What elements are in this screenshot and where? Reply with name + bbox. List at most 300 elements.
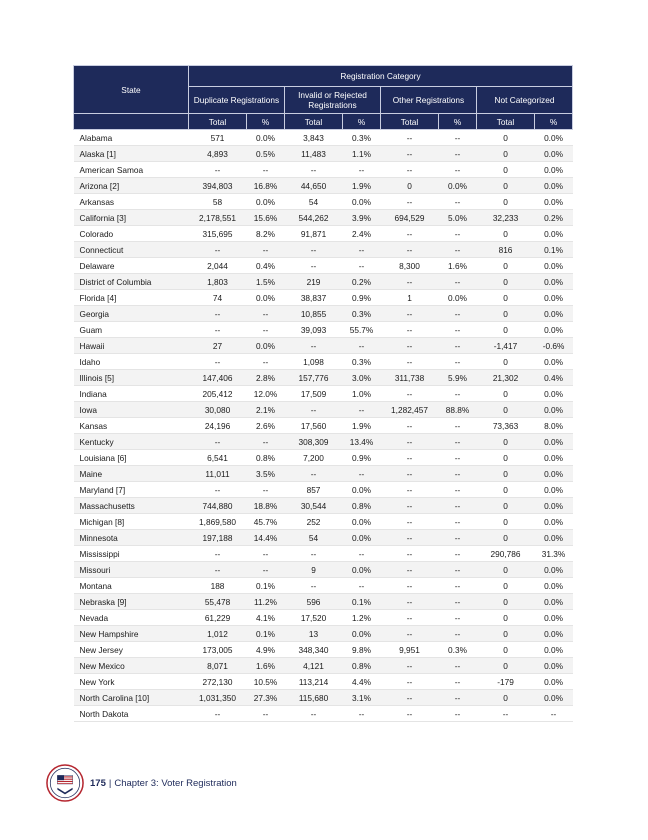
duplicate-percent-cell: 10.5% [247,674,285,690]
table-row [74,706,573,722]
other-total-cell: 694,529 [380,210,438,226]
duplicate-total-cell: 1,869,580 [188,514,246,530]
uncategorized-total-cell: 0 [476,642,534,658]
invalid-total-cell: 596 [284,594,342,610]
other-percent-cell: -- [439,194,477,210]
other-total-cell: -- [380,594,438,610]
state-cell: Michigan [8] [74,514,189,530]
uncategorized-percent-cell: 0.0% [535,514,573,530]
duplicate-total-cell: -- [188,162,246,178]
invalid-total-cell: -- [284,578,342,594]
duplicate-percent-cell: -- [247,434,285,450]
invalid-percent-cell: 3.0% [343,370,381,386]
other-percent-cell: -- [439,306,477,322]
other-percent-cell: 5.0% [439,210,477,226]
invalid-total-cell: 13 [284,626,342,642]
duplicate-total-cell: 55,478 [188,594,246,610]
invalid-total-cell: 1,098 [284,354,342,370]
table-row [74,498,573,514]
duplicate-total-cell: 27 [188,338,246,354]
uncategorized-percent-cell: 0.0% [535,146,573,162]
duplicate-total-cell: 173,005 [188,642,246,658]
other-percent-cell: -- [439,434,477,450]
table-row [74,578,573,594]
page-footer [46,763,237,803]
invalid-percent-cell: 0.0% [343,514,381,530]
duplicate-percent-cell: 0.4% [247,258,285,274]
uncategorized-percent-cell: 0.0% [535,466,573,482]
duplicate-total-cell: 4,893 [188,146,246,162]
uncategorized-percent-cell: 0.0% [535,130,573,146]
invalid-total-cell: -- [284,706,342,722]
other-total-cell: -- [380,706,438,722]
duplicate-total-cell: 74 [188,290,246,306]
invalid-total-cell: 348,340 [284,642,342,658]
table-row [74,354,573,370]
other-total-cell: -- [380,338,438,354]
uncategorized-percent-cell: 0.0% [535,562,573,578]
uncategorized-total-cell: 0 [476,306,534,322]
table-row [74,466,573,482]
state-cell: Kentucky [74,434,189,450]
duplicate-total-cell: 315,695 [188,226,246,242]
duplicate-percent-cell: 27.3% [247,690,285,706]
invalid-percent-cell: 1.9% [343,418,381,434]
other-percent-cell: -- [439,610,477,626]
duplicate-total-cell: -- [188,482,246,498]
invalid-total-cell: 39,093 [284,322,342,338]
duplicate-percent-cell: -- [247,706,285,722]
other-total-cell: -- [380,226,438,242]
uncategorized-total-cell: 0 [476,146,534,162]
invalid-total-cell: 91,871 [284,226,342,242]
state-cell: Nevada [74,610,189,626]
table-row [74,210,573,226]
subheader-percent: % [535,114,573,130]
other-total-cell: -- [380,530,438,546]
uncategorized-percent-cell: 0.0% [535,402,573,418]
invalid-percent-cell: 0.9% [343,450,381,466]
duplicate-percent-cell: 1.6% [247,658,285,674]
other-percent-cell: -- [439,514,477,530]
invalid-percent-cell: 0.8% [343,658,381,674]
uncategorized-percent-cell: 0.0% [535,322,573,338]
uncategorized-total-cell: 0 [476,610,534,626]
table-row [74,450,573,466]
other-total-cell: -- [380,514,438,530]
invalid-percent-cell: 1.9% [343,178,381,194]
invalid-percent-cell: 2.4% [343,226,381,242]
uncategorized-percent-cell: 0.0% [535,674,573,690]
duplicate-percent-cell: -- [247,482,285,498]
table-row [74,690,573,706]
not-categorized-header: Not Categorized [476,87,572,114]
state-cell: New Jersey [74,642,189,658]
other-percent-cell: -- [439,242,477,258]
other-percent-cell: -- [439,146,477,162]
table-row [74,274,573,290]
other-percent-cell: -- [439,386,477,402]
uncategorized-percent-cell: 0.1% [535,242,573,258]
duplicate-percent-cell: 3.5% [247,466,285,482]
subheader-total: Total [284,114,342,130]
invalid-total-cell: 11,483 [284,146,342,162]
state-cell: Colorado [74,226,189,242]
other-total-cell: -- [380,130,438,146]
other-percent-cell: -- [439,658,477,674]
uncategorized-total-cell: 0 [476,690,534,706]
other-total-cell: 9,951 [380,642,438,658]
table-row [74,226,573,242]
duplicate-percent-cell: 2.1% [247,402,285,418]
duplicate-percent-cell: 14.4% [247,530,285,546]
state-cell: Florida [4] [74,290,189,306]
duplicate-percent-cell: -- [247,546,285,562]
invalid-percent-cell: 3.1% [343,690,381,706]
other-total-cell: 8,300 [380,258,438,274]
uncategorized-percent-cell: 0.0% [535,226,573,242]
duplicate-total-cell: -- [188,322,246,338]
uncategorized-total-cell: 0 [476,194,534,210]
invalid-total-cell: 9 [284,562,342,578]
uncategorized-percent-cell: 0.0% [535,578,573,594]
duplicate-percent-cell: 0.0% [247,290,285,306]
state-cell: Arizona [2] [74,178,189,194]
invalid-total-cell: 44,650 [284,178,342,194]
duplicate-total-cell: -- [188,434,246,450]
other-percent-cell: 0.0% [439,178,477,194]
duplicate-percent-cell: 2.8% [247,370,285,386]
uncategorized-total-cell: -- [476,706,534,722]
other-percent-cell: -- [439,530,477,546]
subheader-percent: % [343,114,381,130]
invalid-percent-cell: -- [343,258,381,274]
uncategorized-percent-cell: 0.0% [535,610,573,626]
invalid-percent-cell: 0.3% [343,354,381,370]
duplicate-percent-cell: -- [247,162,285,178]
other-percent-cell: -- [439,690,477,706]
invalid-total-cell: 544,262 [284,210,342,226]
state-cell: Iowa [74,402,189,418]
other-percent-cell: -- [439,322,477,338]
uncategorized-total-cell: -1,417 [476,338,534,354]
uncategorized-total-cell: 0 [476,562,534,578]
other-total-cell: 0 [380,178,438,194]
table-row [74,642,573,658]
state-cell: Arkansas [74,194,189,210]
invalid-total-cell: 7,200 [284,450,342,466]
duplicate-total-cell: 197,188 [188,530,246,546]
invalid-percent-cell: -- [343,546,381,562]
uncategorized-total-cell: 0 [476,402,534,418]
other-percent-cell: -- [439,418,477,434]
other-percent-cell: -- [439,674,477,690]
duplicate-total-cell: 205,412 [188,386,246,402]
invalid-total-cell: 38,837 [284,290,342,306]
subheader-total: Total [188,114,246,130]
table-row [74,338,573,354]
duplicate-percent-cell: 11.2% [247,594,285,610]
other-percent-cell: 5.9% [439,370,477,386]
duplicate-percent-cell: -- [247,322,285,338]
uncategorized-percent-cell: 0.0% [535,626,573,642]
other-percent-cell: -- [439,450,477,466]
table-row [74,242,573,258]
uncategorized-total-cell: 290,786 [476,546,534,562]
state-cell: Massachusetts [74,498,189,514]
duplicate-percent-cell: 15.6% [247,210,285,226]
other-total-cell: -- [380,274,438,290]
invalid-total-cell: 115,680 [284,690,342,706]
duplicate-total-cell: -- [188,546,246,562]
invalid-registrations-header: Invalid or Rejected Registrations [284,87,380,114]
uncategorized-percent-cell: 0.0% [535,434,573,450]
other-percent-cell: -- [439,546,477,562]
uncategorized-percent-cell: 0.0% [535,530,573,546]
other-total-cell: -- [380,354,438,370]
other-total-cell: -- [380,194,438,210]
invalid-total-cell: 3,843 [284,130,342,146]
invalid-total-cell: 17,520 [284,610,342,626]
duplicate-percent-cell: -- [247,306,285,322]
invalid-percent-cell: 0.1% [343,594,381,610]
other-percent-cell: -- [439,578,477,594]
duplicate-total-cell: 11,011 [188,466,246,482]
duplicate-total-cell: 58 [188,194,246,210]
invalid-percent-cell: 55.7% [343,322,381,338]
duplicate-percent-cell: 0.1% [247,626,285,642]
table-body [74,130,573,722]
uncategorized-percent-cell: 0.4% [535,370,573,386]
duplicate-total-cell: 24,196 [188,418,246,434]
uncategorized-total-cell: 0 [476,274,534,290]
other-total-cell: -- [380,626,438,642]
invalid-percent-cell: -- [343,578,381,594]
uncategorized-percent-cell: 0.0% [535,386,573,402]
state-cell: Georgia [74,306,189,322]
table-row [74,610,573,626]
other-percent-cell: -- [439,354,477,370]
duplicate-total-cell: -- [188,306,246,322]
duplicate-registrations-header: Duplicate Registrations [188,87,284,114]
invalid-percent-cell: 0.2% [343,274,381,290]
invalid-total-cell: -- [284,402,342,418]
duplicate-percent-cell: 0.0% [247,338,285,354]
uncategorized-total-cell: 0 [476,466,534,482]
table-row [74,546,573,562]
uncategorized-total-cell: 0 [476,578,534,594]
table-row [74,434,573,450]
duplicate-total-cell: 571 [188,130,246,146]
uncategorized-percent-cell: 0.0% [535,290,573,306]
other-percent-cell: -- [439,562,477,578]
other-percent-cell: -- [439,274,477,290]
state-cell: New Mexico [74,658,189,674]
invalid-total-cell: 54 [284,530,342,546]
duplicate-total-cell: -- [188,706,246,722]
duplicate-percent-cell: 8.2% [247,226,285,242]
invalid-percent-cell: 0.0% [343,562,381,578]
other-total-cell: -- [380,498,438,514]
table-row [74,370,573,386]
invalid-total-cell: 17,509 [284,386,342,402]
subheader-total: Total [380,114,438,130]
state-cell: Alaska [1] [74,146,189,162]
other-total-cell: -- [380,674,438,690]
state-cell: Mississippi [74,546,189,562]
duplicate-percent-cell: 16.8% [247,178,285,194]
duplicate-total-cell: 744,880 [188,498,246,514]
other-total-cell: -- [380,466,438,482]
invalid-total-cell: 10,855 [284,306,342,322]
state-cell: Delaware [74,258,189,274]
invalid-percent-cell: 1.0% [343,386,381,402]
invalid-total-cell: -- [284,242,342,258]
invalid-total-cell: 4,121 [284,658,342,674]
duplicate-total-cell: 147,406 [188,370,246,386]
invalid-percent-cell: 1.1% [343,146,381,162]
uncategorized-total-cell: 0 [476,450,534,466]
invalid-percent-cell: 0.0% [343,194,381,210]
state-cell: Nebraska [9] [74,594,189,610]
uncategorized-percent-cell: 0.0% [535,690,573,706]
table-row [74,162,573,178]
invalid-total-cell: 308,309 [284,434,342,450]
duplicate-total-cell: 188 [188,578,246,594]
subheader-total: Total [476,114,534,130]
uncategorized-total-cell: 0 [476,482,534,498]
duplicate-total-cell: 1,803 [188,274,246,290]
uncategorized-total-cell: 0 [476,354,534,370]
state-cell: Illinois [5] [74,370,189,386]
duplicate-percent-cell: 2.6% [247,418,285,434]
table-row [74,146,573,162]
other-percent-cell: -- [439,162,477,178]
duplicate-total-cell: 2,044 [188,258,246,274]
uncategorized-total-cell: 0 [476,626,534,642]
other-total-cell: -- [380,146,438,162]
uncategorized-percent-cell: -- [535,706,573,722]
invalid-total-cell: 252 [284,514,342,530]
table-row [74,626,573,642]
other-total-cell: -- [380,242,438,258]
duplicate-percent-cell: 1.5% [247,274,285,290]
table-row [74,194,573,210]
state-cell: Louisiana [6] [74,450,189,466]
footer-separator: | [108,777,112,789]
table-row [74,386,573,402]
uncategorized-total-cell: 0 [476,290,534,306]
state-subheader-blank [74,114,189,130]
invalid-percent-cell: 0.8% [343,498,381,514]
uncategorized-total-cell: 0 [476,514,534,530]
duplicate-percent-cell: 12.0% [247,386,285,402]
other-percent-cell: -- [439,594,477,610]
table-row [74,322,573,338]
state-cell: Missouri [74,562,189,578]
registration-category-header: Registration Category [188,66,572,87]
invalid-total-cell: -- [284,338,342,354]
uncategorized-total-cell: 0 [476,434,534,450]
state-cell: Idaho [74,354,189,370]
invalid-percent-cell: 9.8% [343,642,381,658]
duplicate-percent-cell: 45.7% [247,514,285,530]
other-total-cell: -- [380,658,438,674]
uncategorized-percent-cell: 8.0% [535,418,573,434]
table-row [74,482,573,498]
invalid-total-cell: -- [284,466,342,482]
uncategorized-percent-cell: 31.3% [535,546,573,562]
duplicate-total-cell: 394,803 [188,178,246,194]
table-row [74,658,573,674]
table-row [74,178,573,194]
table-row [74,402,573,418]
state-cell: New Hampshire [74,626,189,642]
invalid-total-cell: 157,776 [284,370,342,386]
table-row [74,530,573,546]
duplicate-percent-cell: 0.0% [247,130,285,146]
state-cell: Kansas [74,418,189,434]
duplicate-total-cell: 61,229 [188,610,246,626]
page-number: 175 [90,777,106,789]
other-total-cell: -- [380,418,438,434]
table-row [74,562,573,578]
uncategorized-total-cell: 73,363 [476,418,534,434]
invalid-percent-cell: -- [343,242,381,258]
state-cell: Guam [74,322,189,338]
invalid-percent-cell: 0.0% [343,626,381,642]
uncategorized-percent-cell: 0.0% [535,306,573,322]
chapter-title: Chapter 3: Voter Registration [114,777,237,789]
state-cell: District of Columbia [74,274,189,290]
other-percent-cell: -- [439,626,477,642]
other-total-cell: -- [380,578,438,594]
duplicate-percent-cell: -- [247,242,285,258]
invalid-percent-cell: 0.0% [343,482,381,498]
invalid-percent-cell: -- [343,466,381,482]
duplicate-percent-cell: 0.0% [247,194,285,210]
duplicate-total-cell: -- [188,354,246,370]
duplicate-total-cell: 30,080 [188,402,246,418]
uncategorized-total-cell: 32,233 [476,210,534,226]
uncategorized-total-cell: 0 [476,258,534,274]
invalid-total-cell: -- [284,258,342,274]
other-percent-cell: -- [439,338,477,354]
uncategorized-percent-cell: 0.0% [535,594,573,610]
table-header [74,66,573,130]
table-row [74,258,573,274]
uncategorized-percent-cell: 0.0% [535,658,573,674]
other-percent-cell: -- [439,130,477,146]
invalid-total-cell: 113,214 [284,674,342,690]
uncategorized-percent-cell: 0.0% [535,258,573,274]
invalid-total-cell: 17,560 [284,418,342,434]
duplicate-percent-cell: 0.1% [247,578,285,594]
uncategorized-total-cell: 0 [476,530,534,546]
other-percent-cell: -- [439,226,477,242]
uncategorized-percent-cell: 0.0% [535,178,573,194]
state-cell: North Carolina [10] [74,690,189,706]
invalid-percent-cell: 3.9% [343,210,381,226]
other-total-cell: -- [380,322,438,338]
duplicate-total-cell: 6,541 [188,450,246,466]
state-cell: Connecticut [74,242,189,258]
uncategorized-total-cell: 0 [476,162,534,178]
table-row [74,130,573,146]
uncategorized-total-cell: 0 [476,498,534,514]
duplicate-percent-cell: 4.1% [247,610,285,626]
other-total-cell: -- [380,562,438,578]
